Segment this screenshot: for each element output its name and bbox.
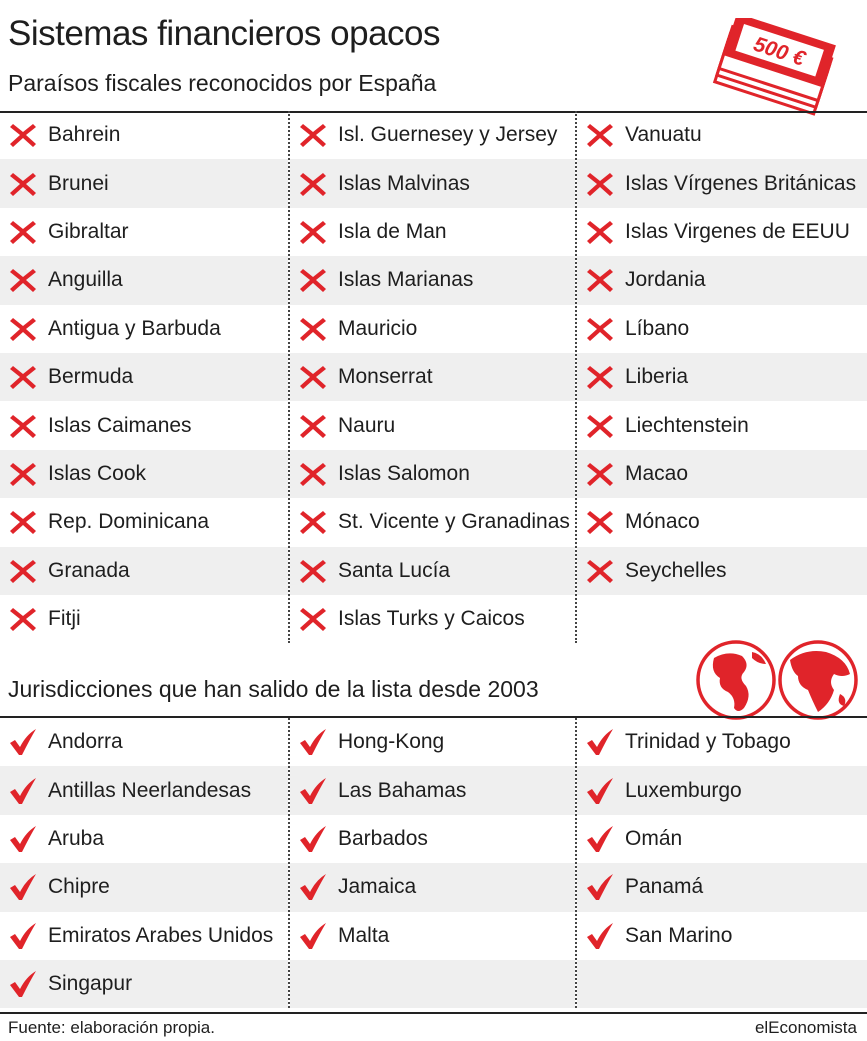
cross-icon <box>585 314 615 344</box>
list-item <box>0 353 288 401</box>
list-item <box>577 863 867 911</box>
cross-icon <box>298 556 328 586</box>
list-item <box>290 159 575 207</box>
section-subtitle-tax-havens: Paraísos fiscales reconocidos por España <box>8 70 437 96</box>
bottom-rule <box>0 1012 867 1014</box>
country-name: Antillas Neerlandesas <box>48 778 252 802</box>
country-name: Singapur <box>48 972 133 996</box>
cross-icon <box>298 411 328 441</box>
country-name: Isla de Man <box>338 219 447 243</box>
tax-havens-grid <box>0 111 867 643</box>
cross-icon <box>585 120 615 150</box>
checkmark-icon <box>8 824 38 854</box>
list-item <box>290 863 575 911</box>
list-item <box>0 111 288 159</box>
list-item <box>290 256 575 304</box>
country-name: Las Bahamas <box>338 778 467 802</box>
country-name: Liechtenstein <box>625 413 749 437</box>
country-name: Jamaica <box>338 875 417 899</box>
list-item <box>577 498 867 546</box>
cross-icon <box>8 459 38 489</box>
list-column <box>0 718 288 1008</box>
list-item <box>577 547 867 595</box>
cross-icon <box>585 362 615 392</box>
brand-name: elEconomista <box>754 1018 857 1037</box>
list-item <box>577 208 867 256</box>
cross-icon <box>585 507 615 537</box>
cross-icon <box>8 507 38 537</box>
country-name: Trinidad y Tobago <box>625 730 791 754</box>
list-item <box>0 450 288 498</box>
country-name: Chipre <box>48 875 110 899</box>
country-name: Islas Turks y Caicos <box>338 607 525 631</box>
country-name: Liberia <box>625 365 689 389</box>
cross-icon <box>585 169 615 199</box>
country-name: Jordania <box>625 268 706 292</box>
country-name: Islas Virgenes de EEUU <box>625 219 850 243</box>
checkmark-icon <box>585 872 615 902</box>
country-name: Macao <box>625 461 689 485</box>
checkmark-icon <box>298 921 328 951</box>
country-name: San Marino <box>625 923 733 947</box>
list-item <box>0 912 288 960</box>
list-item <box>577 401 867 449</box>
list-item <box>0 595 288 643</box>
checkmark-icon <box>585 824 615 854</box>
list-item <box>290 912 575 960</box>
list-item <box>0 498 288 546</box>
list-column <box>575 111 867 643</box>
country-name: Isl. Guernesey y Jersey <box>338 123 558 147</box>
list-item-empty <box>577 595 867 643</box>
country-name: Hong-Kong <box>338 730 445 754</box>
section-subtitle-removed: Jurisdicciones que han salido de la lista desde 2003 <box>8 676 539 702</box>
list-column <box>0 111 288 643</box>
country-name: Nauru <box>338 413 396 437</box>
checkmark-icon <box>8 727 38 757</box>
country-name: Bahrein <box>48 123 121 147</box>
list-item <box>290 766 575 814</box>
list-item <box>577 305 867 353</box>
cross-icon <box>8 362 38 392</box>
checkmark-icon <box>8 776 38 806</box>
list-item <box>577 766 867 814</box>
list-item <box>0 815 288 863</box>
country-name: Anguilla <box>48 268 123 292</box>
list-item-empty <box>577 960 867 1008</box>
removed-jurisdictions-grid <box>0 718 867 1008</box>
list-item <box>577 159 867 207</box>
cross-icon <box>8 120 38 150</box>
list-item <box>290 450 575 498</box>
list-item <box>577 912 867 960</box>
cross-icon <box>298 169 328 199</box>
country-name: Emiratos Arabes Unidos <box>48 923 274 947</box>
cross-icon <box>298 217 328 247</box>
list-column <box>288 111 575 643</box>
checkmark-icon <box>8 921 38 951</box>
cross-icon <box>8 556 38 586</box>
country-name: Panamá <box>625 875 704 899</box>
list-item <box>0 208 288 256</box>
globe-icon <box>694 638 860 722</box>
checkmark-icon <box>298 872 328 902</box>
cross-icon <box>585 459 615 489</box>
cross-icon <box>8 265 38 295</box>
checkmark-icon <box>585 727 615 757</box>
list-item <box>0 960 288 1008</box>
list-column <box>575 718 867 1008</box>
list-item <box>0 863 288 911</box>
checkmark-icon <box>298 776 328 806</box>
country-name: Rep. Dominicana <box>48 510 210 534</box>
country-name: Islas Marianas <box>338 268 474 292</box>
cross-icon <box>298 604 328 634</box>
list-item <box>290 498 575 546</box>
country-name: Santa Lucía <box>338 558 451 582</box>
cross-icon <box>8 314 38 344</box>
cross-icon <box>298 507 328 537</box>
cross-icon <box>298 362 328 392</box>
country-name: Islas Caimanes <box>48 413 192 437</box>
country-name: Aruba <box>48 826 105 850</box>
country-name: Vanuatu <box>625 123 702 147</box>
list-item <box>0 766 288 814</box>
country-name: Seychelles <box>625 558 727 582</box>
list-item <box>0 159 288 207</box>
checkmark-icon <box>8 969 38 999</box>
country-name: Antigua y Barbuda <box>48 316 221 340</box>
cross-icon <box>8 411 38 441</box>
list-item <box>290 547 575 595</box>
list-item <box>0 547 288 595</box>
list-item <box>577 256 867 304</box>
list-item-empty <box>290 960 575 1008</box>
checkmark-icon <box>585 776 615 806</box>
country-name: Líbano <box>625 316 690 340</box>
country-name: Islas Vírgenes Británicas <box>625 171 857 195</box>
cross-icon <box>585 217 615 247</box>
checkmark-icon <box>298 727 328 757</box>
page-title: Sistemas financieros opacos <box>8 14 440 53</box>
list-item <box>290 111 575 159</box>
list-item <box>290 815 575 863</box>
list-item <box>577 111 867 159</box>
cross-icon <box>585 265 615 295</box>
list-item <box>577 718 867 766</box>
list-item <box>0 305 288 353</box>
cross-icon <box>585 411 615 441</box>
cross-icon <box>298 459 328 489</box>
country-name: St. Vicente y Granadinas <box>338 510 570 534</box>
country-name: Andorra <box>48 730 123 754</box>
cross-icon <box>8 217 38 247</box>
list-item <box>577 450 867 498</box>
list-item <box>290 595 575 643</box>
country-name: Barbados <box>338 826 428 850</box>
list-column <box>288 718 575 1008</box>
cross-icon <box>298 120 328 150</box>
country-name: Mónaco <box>625 510 700 534</box>
country-name: Islas Malvinas <box>338 171 470 195</box>
checkmark-icon <box>298 824 328 854</box>
country-name: Mauricio <box>338 316 418 340</box>
country-name: Malta <box>338 923 390 947</box>
list-item <box>0 256 288 304</box>
list-item <box>290 353 575 401</box>
list-item <box>290 718 575 766</box>
country-name: Islas Salomon <box>338 461 470 485</box>
country-name: Monserrat <box>338 365 433 389</box>
country-name: Gibraltar <box>48 219 129 243</box>
cross-icon <box>585 556 615 586</box>
cross-icon <box>8 169 38 199</box>
list-item <box>290 401 575 449</box>
banknote-label: 500 € <box>750 32 808 71</box>
country-name: Fitji <box>48 607 81 631</box>
checkmark-icon <box>8 872 38 902</box>
list-item <box>577 815 867 863</box>
list-item <box>0 718 288 766</box>
list-item <box>290 208 575 256</box>
cross-icon <box>8 604 38 634</box>
country-name: Granada <box>48 558 130 582</box>
source-note: Fuente: elaboración propia. <box>8 1018 215 1037</box>
country-name: Brunei <box>48 171 109 195</box>
list-item <box>290 305 575 353</box>
country-name: Bermuda <box>48 365 134 389</box>
list-item <box>577 353 867 401</box>
country-name: Omán <box>625 826 683 850</box>
country-name: Luxemburgo <box>625 778 742 802</box>
checkmark-icon <box>585 921 615 951</box>
country-name: Islas Cook <box>48 461 147 485</box>
cross-icon <box>298 314 328 344</box>
list-item <box>0 401 288 449</box>
cross-icon <box>298 265 328 295</box>
banknote-icon <box>708 18 843 116</box>
